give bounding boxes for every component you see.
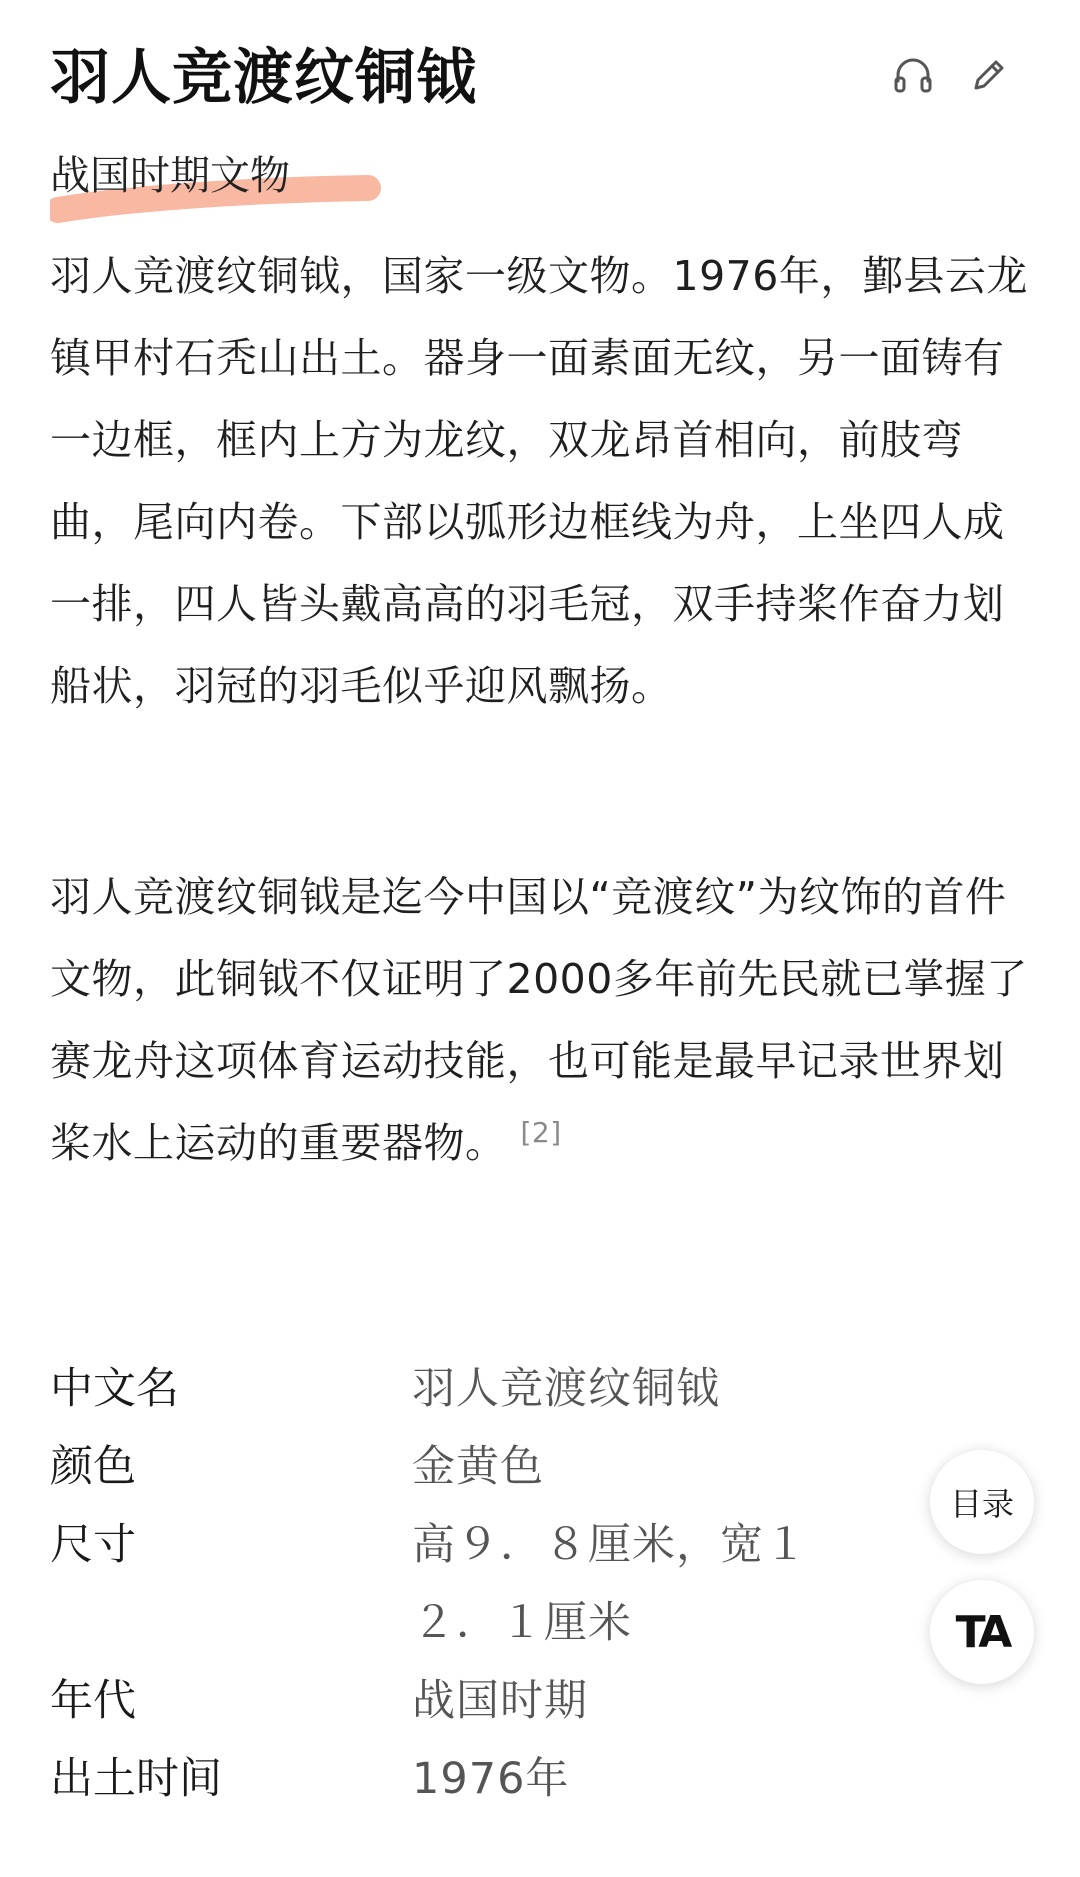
info-row-color <box>50 1428 930 1506</box>
info-value: 战国时期 <box>412 1676 588 1726</box>
info-key: 出土时间 <box>50 1754 222 1804</box>
info-value: 1976年 <box>412 1754 570 1804</box>
detail-paragraph <box>50 856 1040 1184</box>
pencil-icon[interactable] <box>962 48 1016 102</box>
toc-button[interactable]: 目录 <box>930 1450 1034 1554</box>
info-row-era <box>50 1662 930 1740</box>
info-row-excavation-time <box>50 1740 930 1818</box>
info-key: 中文名 <box>50 1364 179 1414</box>
page-title: 羽人竞渡纹铜钺 <box>50 43 477 113</box>
info-row-name <box>50 1350 930 1428</box>
page-header <box>50 30 1040 130</box>
detail-paragraph-text: 羽人竞渡纹铜钺是迄今中国以“竞渡纹”为纹饰的首件文物，此铜钺不仅证明了2000多年前先民就已掌握了赛龙舟这项体育运动技能，也可能是最早记录世界划桨水上运动的重要器物。 <box>50 873 1028 1167</box>
headphones-icon[interactable] <box>886 48 940 102</box>
subtitle-text: 战国时期文物 <box>50 153 290 199</box>
info-key: 年代 <box>50 1676 136 1726</box>
info-key: 尺寸 <box>50 1520 136 1570</box>
info-value: 高９．８厘米，宽１２．１厘米 <box>412 1520 808 1648</box>
info-value: 羽人竞渡纹铜钺 <box>412 1364 720 1414</box>
subtitle-block <box>50 140 390 230</box>
info-key: 颜色 <box>50 1442 136 1492</box>
font-size-button[interactable]: TA <box>930 1580 1034 1684</box>
info-row-size <box>50 1506 930 1662</box>
info-value: 金黄色 <box>412 1442 544 1492</box>
intro-paragraph: 羽人竞渡纹铜钺，国家一级文物。1976年，鄞县云龙镇甲村石秃山出土。器身一面素面无纹，另一面铸有一边框，框内上方为龙纹，双龙昂首相向，前肢弯曲，尾向内卷。下部以弧形边框线为舟，上坐四人成一排，四人皆头戴高高的羽毛冠，双手持桨作奋力划船状，羽冠的羽毛似乎迎风飘扬。 <box>50 252 1028 710</box>
citation-link[interactable]: [2] <box>520 1116 562 1150</box>
infobox <box>50 1350 930 1818</box>
